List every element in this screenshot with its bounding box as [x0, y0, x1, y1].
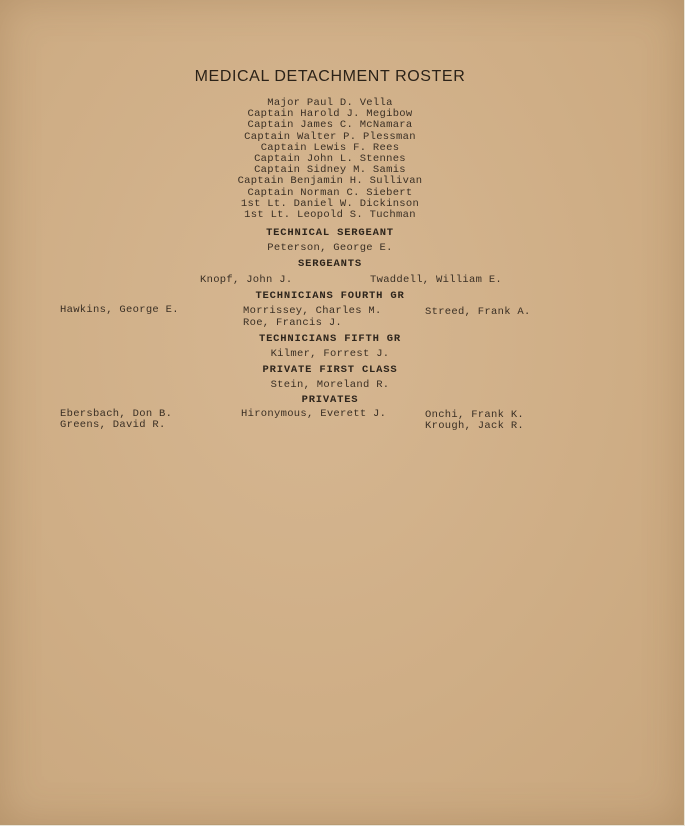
technician-fourth-name: Roe, Francis J. [243, 317, 343, 329]
private-name: Onchi, Frank K. [425, 409, 525, 421]
technicians-fifth-heading: TECHNICIANS FIFTH GR [258, 333, 402, 345]
technician-fifth-name: Kilmer, Forrest J. [270, 348, 390, 360]
technician-fourth-name: Streed, Frank A. [425, 306, 531, 318]
private-name: Krough, Jack R. [425, 420, 525, 432]
technical-sergeant-name: Peterson, George E. [267, 242, 393, 254]
officer-name: Captain Sidney M. Samis [254, 164, 406, 177]
page-title: MEDICAL DETACHMENT ROSTER [194, 68, 466, 85]
officer-name: 1st Lt. Daniel W. Dickinson [240, 197, 420, 210]
officer-name: Captain Benjamin H. Sullivan [237, 175, 423, 188]
officer-name: Captain Harold J. Megibow [247, 108, 413, 121]
privates-heading: PRIVATES [301, 394, 359, 406]
sergeants-heading: SERGEANTS [298, 258, 362, 270]
technician-fourth-name: Hawkins, George E. [60, 304, 179, 316]
officer-name: Captain Lewis F. Rees [260, 141, 400, 154]
private-first-class-heading: PRIVATE FIRST CLASS [262, 364, 398, 376]
officer-name: Captain James C. McNamara [247, 119, 413, 132]
officer-name: Captain Walter P. Plessman [244, 130, 416, 143]
private-name: Ebersbach, Don B. [60, 408, 173, 420]
officer-name: 1st Lt. Leopold S. Tuchman [244, 209, 416, 222]
sergeant-name: Knopf, John J. [200, 274, 293, 286]
officer-list [0, 98, 660, 221]
private-name: Hironymous, Everett J. [241, 408, 387, 420]
sergeant-name: Twaddell, William E. [370, 274, 503, 286]
officer-name: Captain John L. Stennes [254, 153, 406, 166]
officer-name: Captain Norman C. Siebert [247, 186, 413, 199]
private-name: Greens, David R. [60, 419, 166, 431]
technical-sergeant-heading: TECHNICAL SERGEANT [266, 227, 394, 239]
private-first-class-name: Stein, Moreland R. [270, 379, 390, 391]
technician-fourth-name: Morrissey, Charles M. [243, 305, 382, 317]
technicians-fourth-heading: TECHNICIANS FOURTH GR [255, 290, 405, 302]
officer-name: Major Paul D. Vella [267, 97, 393, 109]
